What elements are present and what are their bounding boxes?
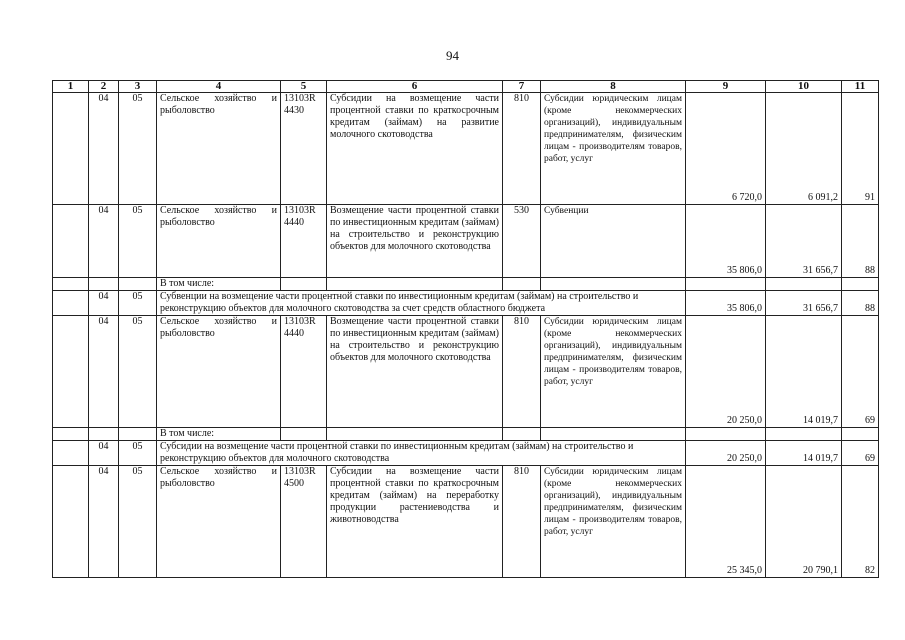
page-number: 94 <box>446 48 459 63</box>
table-row <box>53 205 879 278</box>
section-name: Сельское хозяйство и рыболовство <box>157 205 281 278</box>
column-header: 3 <box>119 81 157 93</box>
expense-type-name: Субсидии юридическим лицам (кроме некоммерческих организаций), индивидуальным предпринимателям, физическим лицам - производителям товаров, работ, услуг <box>541 93 686 205</box>
section-code: 04 <box>89 466 119 578</box>
expense-type-name: Субвенции <box>541 205 686 278</box>
section-code: 04 <box>89 205 119 278</box>
planned-amount: 20 250,0 <box>686 316 766 428</box>
target-article: 13103R 4430 <box>281 93 327 205</box>
actual-amount: 14 019,7 <box>766 316 842 428</box>
planned-amount: 35 806,0 <box>686 291 766 316</box>
expense-type-code: 530 <box>503 205 541 278</box>
article-name: Возмещение части процентной ставки по инвестиционным кредитам (займам) на строительство и реконструкцию объектов для молочного скотоводства <box>327 205 503 278</box>
planned-amount: 25 345,0 <box>686 466 766 578</box>
column-header: 9 <box>686 81 766 93</box>
article-name: Возмещение части процентной ставки по инвестиционным кредитам (займам) на строительство и реконструкцию объектов для молочного скотоводства <box>327 316 503 428</box>
column-header: 4 <box>157 81 281 93</box>
subsection-code: 05 <box>119 441 157 466</box>
actual-amount: 6 091,2 <box>766 93 842 205</box>
execution-percent: 69 <box>842 441 879 466</box>
table-row <box>53 316 879 428</box>
section-name: Сельское хозяйство и рыболовство <box>157 316 281 428</box>
section-code: 04 <box>89 93 119 205</box>
column-header: 2 <box>89 81 119 93</box>
table-row <box>53 466 879 578</box>
execution-percent: 91 <box>842 93 879 205</box>
header-row <box>53 81 879 93</box>
target-article: 13103R 4440 <box>281 205 327 278</box>
column-header: 6 <box>327 81 503 93</box>
expense-type-code: 810 <box>503 316 541 428</box>
subsection-code: 05 <box>119 291 157 316</box>
subsection-code: 05 <box>119 205 157 278</box>
table-row <box>53 428 879 441</box>
column-header: 10 <box>766 81 842 93</box>
subsection-code: 05 <box>119 93 157 205</box>
article-name: Субсидии на возмещение части процентной ставки по краткосрочным кредитам (займам) на переработку продукции растениеводства и животноводства <box>327 466 503 578</box>
expense-type-code: 810 <box>503 466 541 578</box>
subsection-code: 05 <box>119 466 157 578</box>
planned-amount: 6 720,0 <box>686 93 766 205</box>
target-article: 13103R 4440 <box>281 316 327 428</box>
section-code: 04 <box>89 441 119 466</box>
column-header: 11 <box>842 81 879 93</box>
budget-table <box>52 80 879 578</box>
actual-amount: 14 019,7 <box>766 441 842 466</box>
expense-type-code: 810 <box>503 93 541 205</box>
execution-percent: 88 <box>842 291 879 316</box>
subsection-code: 05 <box>119 316 157 428</box>
execution-percent: 82 <box>842 466 879 578</box>
column-header: 7 <box>503 81 541 93</box>
expense-type-name: Субсидии юридическим лицам (кроме некоммерческих организаций), индивидуальным предпринимателям, физическим лицам - производителям товаров, работ, услуг <box>541 316 686 428</box>
target-article: 13103R 4500 <box>281 466 327 578</box>
table-row <box>53 441 879 466</box>
section-code: 04 <box>89 316 119 428</box>
section-name: Сельское хозяйство и рыболовство <box>157 93 281 205</box>
column-header: 8 <box>541 81 686 93</box>
subtotal-description: Субсидии на возмещение части процентной ставки по инвестиционным кредитам (займам) на строительство и реконструкцию объектов для молочного скотоводства <box>157 441 686 466</box>
subtotal-note: В том числе: <box>157 428 281 441</box>
table-row <box>53 278 879 291</box>
subtotal-note: В том числе: <box>157 278 281 291</box>
subtotal-description: Субвенции на возмещение части процентной ставки по инвестиционным кредитам (займам) на строительство и реконструкцию объектов для молочного скотоводства за счет средств областного бюджета <box>157 291 686 316</box>
expense-type-name: Субсидии юридическим лицам (кроме некоммерческих организаций), индивидуальным предпринимателям, физическим лицам - производителям товаров, работ, услуг <box>541 466 686 578</box>
article-name: Субсидии на возмещение части процентной ставки по краткосрочным кредитам (займам) на развитие молочного скотоводства <box>327 93 503 205</box>
actual-amount: 31 656,7 <box>766 291 842 316</box>
actual-amount: 20 790,1 <box>766 466 842 578</box>
execution-percent: 69 <box>842 316 879 428</box>
planned-amount: 35 806,0 <box>686 205 766 278</box>
actual-amount: 31 656,7 <box>766 205 842 278</box>
planned-amount: 20 250,0 <box>686 441 766 466</box>
table-row <box>53 93 879 205</box>
column-header: 5 <box>281 81 327 93</box>
execution-percent: 88 <box>842 205 879 278</box>
section-code: 04 <box>89 291 119 316</box>
table-row <box>53 291 879 316</box>
section-name: Сельское хозяйство и рыболовство <box>157 466 281 578</box>
column-header: 1 <box>53 81 89 93</box>
